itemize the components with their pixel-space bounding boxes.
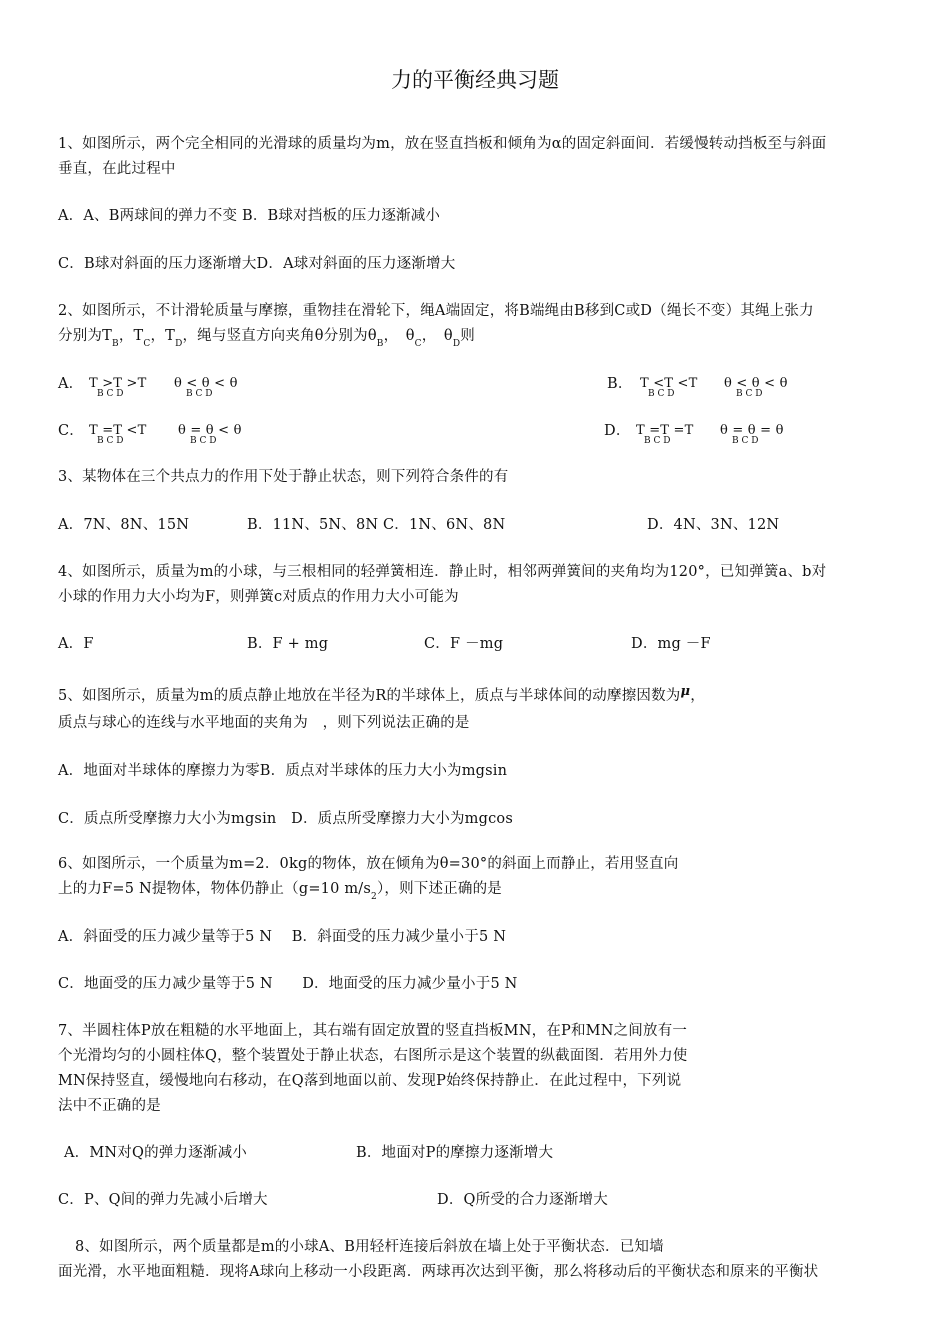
q2-option-c-label: C． [58, 423, 84, 439]
q1-stem-line-1: 1、如图所示，两个完全相同的光滑球的质量均为m，放在竖直挡板和倾角为α的固定斜面间．若缓慢转动挡板至与斜面 [58, 136, 827, 152]
q2-option-b-label: B． [607, 376, 633, 392]
q3-option-c: C．1N、6N、8N [383, 517, 506, 533]
q3-option-b: B．11N、5N、8N [247, 517, 379, 533]
q7-option-b: B．地面对P的摩擦力逐渐增大 [356, 1145, 554, 1161]
q8-stem-line-2: 面光滑，水平地面粗糙．现将A球向上移动一小段距离．两球再次达到平衡，那么将移动后的平衡状态和原来的平衡状 [58, 1264, 819, 1280]
q2-option-a-tension-subscripts: B C D [97, 389, 124, 399]
q2-option-d-tension: T =T =T [636, 423, 694, 438]
q4-option-d: D．mg －F [631, 636, 711, 652]
q6-stem-line-2: 上的力F=5 N提物体，物体仍静止（g=10 $m/s_2$），则下述正确的是 [58, 881, 502, 902]
q4-stem-line-1: 4、如图所示，质量为m的小球，与三根相同的轻弹簧相连．静止时，相邻两弹簧间的夹角均为120°，已知弹簧a、b对 [58, 564, 827, 580]
q5-stem-line-1: 5、如图所示，质量为m的质点静止地放在半径为R的半球体上，质点与半球体间的动摩擦因数为μ， [58, 684, 705, 704]
q1-stem-line-2: 垂直，在此过程中 [58, 161, 176, 177]
q5-options-ab: A．地面对半球体的摩擦力为零B．质点对半球体的压力大小为mgsin [58, 763, 508, 779]
q7-stem-line-3: MN保持竖直，缓慢地向右移动，在Q落到地面以前、发现P始终保持静止．在此过程中，下列说 [58, 1073, 682, 1089]
q2-option-d-tension-subscripts: B C D [644, 436, 671, 446]
q2-option-b-tension: T <T <T [640, 376, 698, 391]
mu-symbol: μ [680, 684, 691, 699]
q2-stem-line-1: 2、如图所示，不计滑轮质量与摩擦，重物挂在滑轮下，绳A端固定，将B端绳由B移到C或D（绳长不变）其绳上张力 [58, 303, 814, 319]
q2-option-c-tension-subscripts: B C D [97, 436, 124, 446]
q2-option-a-tension: T >T >T [89, 376, 147, 391]
q7-option-a: A．MN对Q的弹力逐渐减小 [64, 1145, 247, 1161]
q6-options-cd: C．地面受的压力减少量等于5 N D．地面受的压力减少量小于5 N [58, 976, 518, 992]
q2-option-c-angle-subscripts: B C D [190, 436, 217, 446]
q2-option-b-angle-subscripts: B C D [736, 389, 763, 399]
q2-option-d-angle-subscripts: B C D [732, 436, 759, 446]
q5-stem-line-2: 质点与球心的连线与水平地面的夹角为 ，则下列说法正确的是 [58, 715, 470, 731]
q7-option-d: D．Q所受的合力逐渐增大 [437, 1192, 608, 1208]
q2-option-b-tension-subscripts: B C D [648, 389, 675, 399]
q2-option-d-angle: θ = θ = θ [720, 423, 784, 438]
q3-option-a: A．7N、8N、15N [58, 517, 190, 533]
q8-stem-line-1: 8、如图所示，两个质量都是m的小球A、B用轻杆连接后斜放在墙上处于平衡状态．已知墙 [75, 1239, 664, 1255]
q2-option-a-angle: θ < θ < θ [174, 376, 238, 391]
q4-option-c: C．F －mg [424, 636, 504, 652]
q2-option-a-label: A． [58, 376, 84, 392]
q2-stem-line-2: 分别为$T_B$，$T_C$，$T_D$，绳与竖直方向夹角θ分别为$\theta_B$， $\theta_C$， $\theta_D$则 [58, 328, 475, 349]
q6-options-ab: A．斜面受的压力减少量等于5 N B．斜面受的压力减少量小于5 N [58, 929, 507, 945]
q1-options-cd: C．B球对斜面的压力逐渐增大D．A球对斜面的压力逐渐增大 [58, 256, 456, 272]
q6-stem-line-1: 6、如图所示，一个质量为m=2．0kg的物体，放在倾角为θ=30°的斜面上而静止，若用竖直向 [58, 856, 679, 872]
q1-options-ab: A．A、B两球间的弹力不变 B．B球对挡板的压力逐渐减小 [58, 208, 441, 224]
q2-option-a-angle-subscripts: B C D [186, 389, 213, 399]
q2-option-c-angle: θ = θ < θ [178, 423, 242, 438]
q5-options-cd: C．质点所受摩擦力大小为mgsin D．质点所受摩擦力大小为mgcos [58, 811, 513, 827]
q7-stem-line-1: 7、半圆柱体P放在粗糙的水平地面上，其右端有固定放置的竖直挡板MN，在P和MN之间放有一 [58, 1023, 688, 1039]
page-title: 力的平衡经典习题 [391, 68, 559, 92]
q2-option-c-tension: T =T <T [89, 423, 147, 438]
q4-option-b: B．F + mg [247, 636, 329, 652]
q4-option-a: A．F [58, 636, 94, 652]
q4-stem-line-2: 小球的作用力大小均为F，则弹簧c对质点的作用力大小可能为 [58, 589, 459, 605]
q3-option-d: D．4N、3N、12N [647, 517, 780, 533]
q7-option-c: C．P、Q间的弹力先减小后增大 [58, 1192, 268, 1208]
q7-stem-line-2: 个光滑均匀的小圆柱体Q，整个装置处于静止状态，右图所示是这个装置的纵截面图．若用外力使 [58, 1048, 688, 1064]
q7-stem-line-4: 法中不正确的是 [58, 1098, 161, 1114]
q3-stem: 3、某物体在三个共点力的作用下处于静止状态，则下列符合条件的有 [58, 469, 509, 485]
q2-option-d-label: D． [604, 423, 631, 439]
q2-option-b-angle: θ < θ < θ [724, 376, 788, 391]
